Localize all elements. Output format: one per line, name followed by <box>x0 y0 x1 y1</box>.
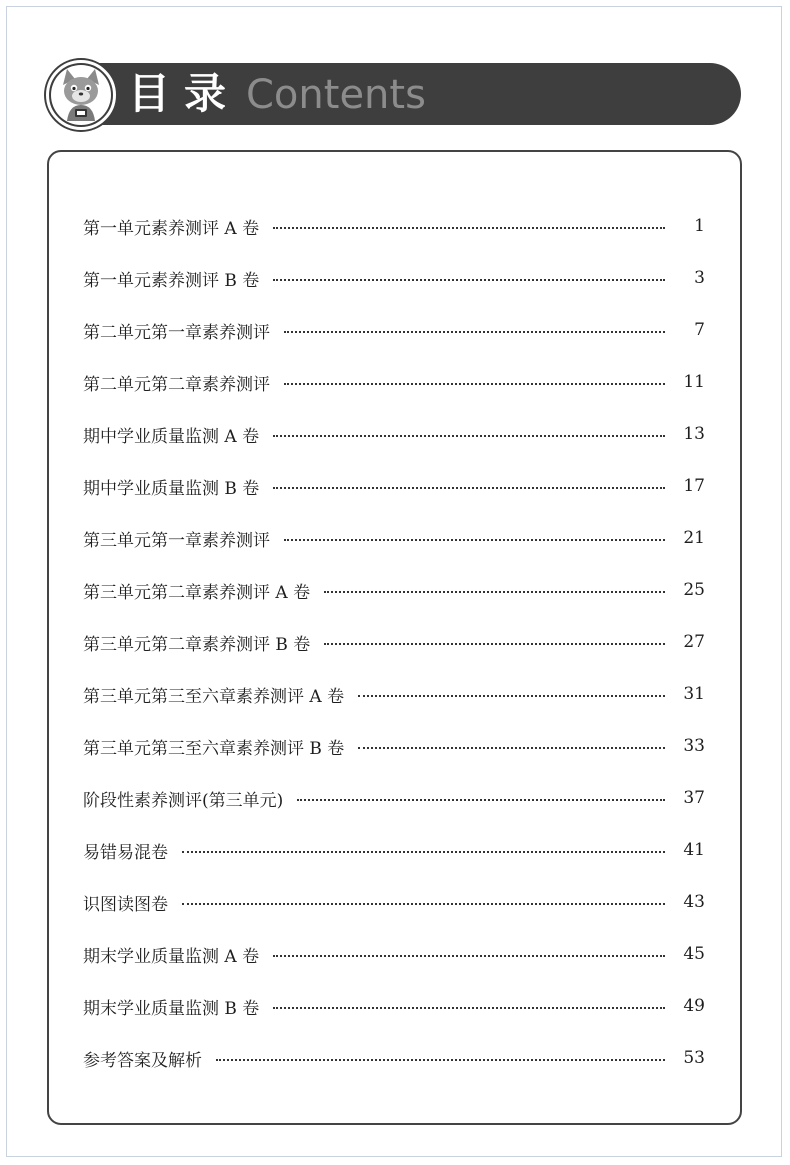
mascot-icon <box>46 60 116 130</box>
dot-leader <box>324 591 665 593</box>
toc-entry-title: 第一单元素养测评 A 卷 <box>83 218 260 239</box>
dot-leader <box>273 487 665 489</box>
toc-entry-page: 49 <box>683 996 705 1016</box>
toc-entry-title: 期末学业质量监测 B 卷 <box>83 998 260 1019</box>
dot-leader <box>273 435 665 437</box>
toc-entry[interactable] <box>83 200 705 252</box>
toc-entry[interactable] <box>83 824 705 876</box>
dot-leader <box>297 799 665 801</box>
toc-entry-title: 第二单元第一章素养测评 <box>83 322 270 343</box>
dot-leader <box>358 695 665 697</box>
toc-entry[interactable] <box>83 356 705 408</box>
dot-leader <box>273 227 665 229</box>
toc-entry-title: 第三单元第三至六章素养测评 B 卷 <box>83 738 345 759</box>
toc-entry[interactable] <box>83 928 705 980</box>
toc-entry[interactable] <box>83 460 705 512</box>
page-title: 目录 <box>128 69 241 118</box>
toc-entry[interactable] <box>83 876 705 928</box>
toc-list <box>83 200 705 1084</box>
toc-entry-page: 43 <box>683 892 705 912</box>
dot-leader <box>284 383 665 385</box>
toc-entry[interactable] <box>83 1032 705 1084</box>
toc-entry-page: 17 <box>683 476 705 496</box>
toc-entry-title: 第三单元第一章素养测评 <box>83 530 270 551</box>
dot-leader <box>284 539 665 541</box>
dot-leader <box>182 903 665 905</box>
toc-entry-page: 7 <box>694 320 705 340</box>
toc-entry-page: 37 <box>683 788 705 808</box>
page-subtitle: Contents <box>246 72 426 118</box>
toc-entry-title: 期中学业质量监测 A 卷 <box>83 426 260 447</box>
dot-leader <box>273 279 665 281</box>
dot-leader <box>324 643 665 645</box>
toc-entry-title: 期中学业质量监测 B 卷 <box>83 478 260 499</box>
toc-entry-title: 第一单元素养测评 B 卷 <box>83 270 260 291</box>
toc-entry-page: 25 <box>683 580 705 600</box>
toc-entry-title: 阶段性素养测评(第三单元) <box>83 790 284 811</box>
toc-entry[interactable] <box>83 564 705 616</box>
toc-entry[interactable] <box>83 512 705 564</box>
toc-entry[interactable] <box>83 720 705 772</box>
toc-entry[interactable] <box>83 980 705 1032</box>
dot-leader <box>358 747 665 749</box>
toc-entry[interactable] <box>83 408 705 460</box>
dot-leader <box>273 955 665 957</box>
toc-entry-title: 第三单元第三至六章素养测评 A 卷 <box>83 686 345 707</box>
toc-entry-page: 27 <box>683 632 705 652</box>
toc-entry-title: 第二单元第二章素养测评 <box>83 374 270 395</box>
toc-entry-page: 33 <box>683 736 705 756</box>
dot-leader <box>182 851 665 853</box>
toc-entry-title: 期末学业质量监测 A 卷 <box>83 946 260 967</box>
toc-entry-page: 53 <box>683 1048 705 1068</box>
toc-entry-page: 21 <box>683 528 705 548</box>
toc-entry[interactable] <box>83 252 705 304</box>
toc-entry-title: 第三单元第二章素养测评 B 卷 <box>83 634 311 655</box>
toc-entry-title: 易错易混卷 <box>83 842 168 863</box>
toc-entry-title: 第三单元第二章素养测评 A 卷 <box>83 582 311 603</box>
toc-entry[interactable] <box>83 616 705 668</box>
toc-entry[interactable] <box>83 304 705 356</box>
dot-leader <box>273 1007 665 1009</box>
toc-entry-page: 45 <box>683 944 705 964</box>
toc-entry-page: 1 <box>694 216 705 236</box>
toc-entry-page: 13 <box>683 424 705 444</box>
toc-entry-page: 31 <box>683 684 705 704</box>
toc-entry-page: 41 <box>683 840 705 860</box>
toc-entry-page: 3 <box>694 268 705 288</box>
toc-entry-title: 参考答案及解析 <box>83 1050 202 1071</box>
toc-entry-page: 11 <box>683 372 705 392</box>
toc-entry-title: 识图读图卷 <box>83 894 168 915</box>
dot-leader <box>216 1059 665 1061</box>
toc-entry[interactable] <box>83 668 705 720</box>
toc-entry[interactable] <box>83 772 705 824</box>
dot-leader <box>284 331 665 333</box>
